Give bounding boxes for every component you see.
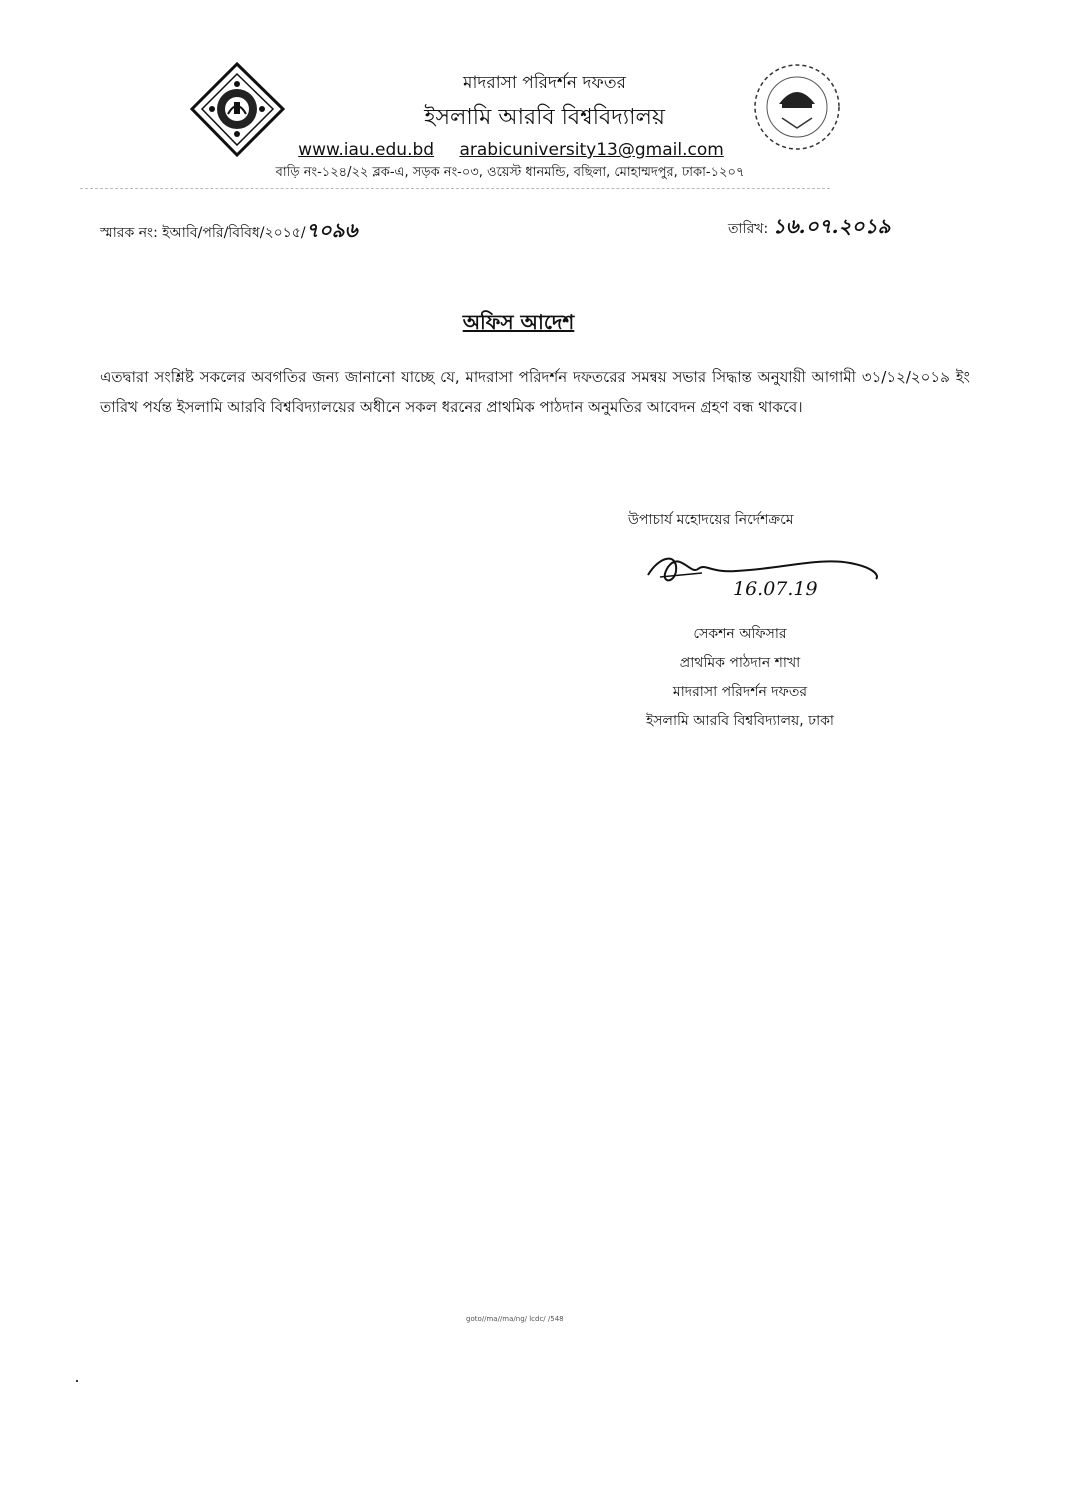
- body-paragraph: এতদ্বারা সংশ্লিষ্ট সকলের অবগতির জন্য জানানো যাচ্ছে যে, মাদরাসা পরিদর্শন দফতরের সমন্বয় সভার সিদ্ধান্ত অনুযায়ী আগামী ৩১/১২/২০১৯ ইং তারিখ পর্যন্ত ইসলামি আরবি বিশ্ববিদ্যালয়ের অধীনে সকল ধরনের প্রাথমিক পাঠদান অনুমতির আবেদন গ্রহণ বন্ধ থাকবে।: [100, 368, 970, 416]
- website-link[interactable]: www.iau.edu.bd: [298, 140, 435, 160]
- signatory-designation: সেকশন অফিসার: [693, 626, 787, 642]
- address: বাড়ি নং-১২৪/২২ ব্লক-এ, সড়ক নং-০৩, ওয়েস্ট ধানমন্ডি, বছিলা, মোহাম্মদপুর, ঢাকা-১২০৭: [275, 165, 745, 180]
- memo-number-prefix: ইআবি/পরি/বিবিধ/২০১৫/: [162, 225, 306, 241]
- university-name: ইসলামি আরবি বিশ্ববিদ্যালয়: [424, 105, 665, 130]
- office-name: মাদরাসা পরিদর্শন দফতর: [463, 73, 626, 93]
- signatory-details: [590, 620, 890, 736]
- memo-number-handwritten: ৭০৯৬: [305, 218, 358, 242]
- date-label: তারিখ:: [728, 221, 769, 237]
- memo-label: স্মারক নং:: [100, 225, 158, 241]
- footer-reference: goto//ma//ma/ng/ lcdc/ /548: [466, 1315, 564, 1323]
- by-order-line: উপাচার্য মহোদয়ের নির্দেশক্রমে: [628, 512, 794, 528]
- signature-date: 16.07.19: [733, 578, 818, 600]
- scan-speck: [76, 1380, 78, 1382]
- document-date: [728, 212, 891, 245]
- signatory-university: ইসলামি আরবি বিশ্ববিদ্যালয়, ঢাকা: [645, 713, 834, 729]
- signatory-branch: প্রাথমিক পাঠদান শাখা: [679, 655, 801, 671]
- header-divider: [80, 188, 830, 189]
- memo-reference: [100, 216, 358, 249]
- emblem-logo: [752, 62, 842, 152]
- signatory-office: মাদরাসা পরিদর্শন দফতর: [672, 684, 808, 700]
- email-link[interactable]: arabicuniversity13@gmail.com: [459, 140, 724, 160]
- emblem-stamp-icon: [752, 62, 842, 152]
- contact-links: [0, 140, 1022, 160]
- document-title: অফিস আদেশ: [462, 310, 575, 334]
- date-value-handwritten: ১৬.০৭.২০১৯: [772, 214, 891, 238]
